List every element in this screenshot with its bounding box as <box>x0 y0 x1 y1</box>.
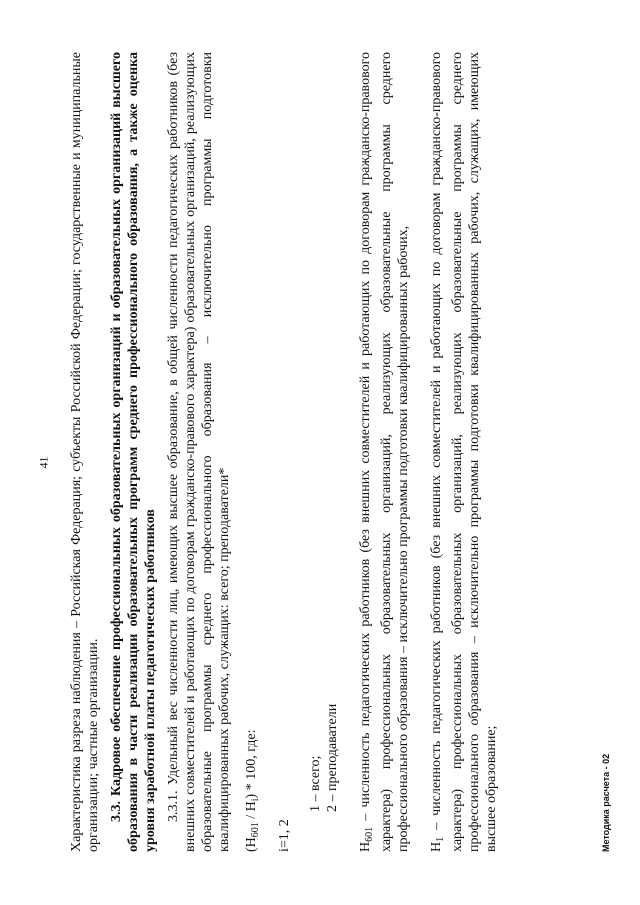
section-heading <box>108 52 159 852</box>
rotated-page-content <box>68 51 611 852</box>
formula: $(Н_{601} / Н_i) * 100$, где: <box>244 729 261 852</box>
indicator-paragraph <box>165 52 233 852</box>
definition-denominator: $Н_1$ – численность педагогических работников (без внешних совместителей и работающих по договорам гражданско-правового характера) профессиональных образовательных организаций, реализующих образовательные программы среднего профессионального образования – исключительно программы подготовки квалифицированных рабочих, служащих, имеющих высшее образование; <box>429 52 499 852</box>
legend-list <box>307 52 341 812</box>
legend-item: 2 – преподаватели <box>325 703 340 812</box>
page-number: 41 <box>36 456 51 469</box>
section-number: 3.3. <box>109 801 124 822</box>
index-line: i=1, 2 <box>277 819 292 852</box>
legend-item: 1 – всего; <box>308 755 323 812</box>
indicator-number: 3.3.1. <box>166 790 181 822</box>
intro-paragraph: Характеристика разреза наблюдения – Российская Федерация; субъекты Российской Федерации; государственные и муниципальные организации; частные организации. <box>69 52 101 852</box>
definition-numerator: $Н_{601}$ – численность педагогических работников (без внешних совместителей и работающих по договорам гражданско-правового характера) профессиональных образовательных организаций, реализующих образовательные программы среднего профессионального образования – исключительно программы подготовки квалифицированных рабочих, <box>358 52 411 852</box>
footer-label: Методика расчета - 02 <box>601 753 611 852</box>
indicator-text: Удельный вес численности лиц, имеющих высшее образование, в общей численности педагогических работников (без внешних совместителей и работающих по договорам гражданско-правового характера) образовательных организаций, реализующих образовательные программы среднего профессионального образования – исключительно программы подготовки квалифицированных рабочих, служащих: всего; преподаватели* <box>166 51 232 852</box>
section-title: Кадровое обеспечение профессиональных образовательных организаций и образовательных организаций высшего образования в части реализации образовательных программ среднего профессионального образования, а также оценка уровня заработной платы педагогических работников <box>109 52 158 852</box>
